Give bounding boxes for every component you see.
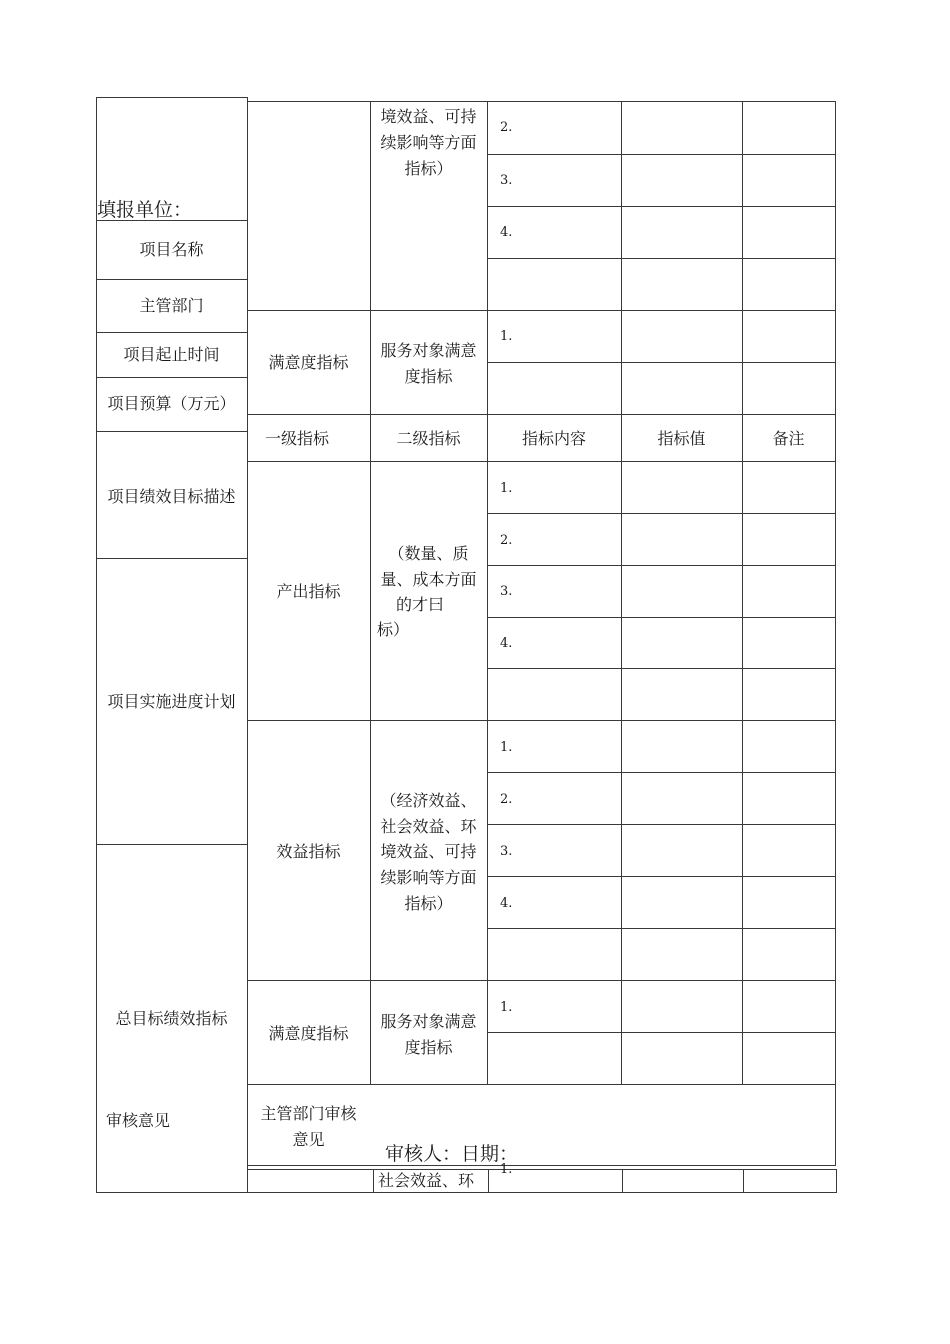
output-row-number: 2. — [500, 533, 513, 548]
output-level1: 产出指标 — [276, 582, 341, 601]
output-level2-4: 标） — [377, 620, 410, 639]
top-satisfaction-level1: 满意度指标 — [268, 353, 349, 372]
top-benefit-text-1: 境效益、可持 — [380, 107, 477, 126]
header-content: 指标内容 — [521, 429, 586, 448]
satisfaction-level2-2: 度指标 — [404, 1038, 453, 1057]
header-remarks: 备注 — [772, 429, 805, 448]
benefit-row-number: 3. — [500, 844, 513, 859]
dept-review-label-2: 意见 — [292, 1130, 325, 1149]
header-value: 指标值 — [657, 429, 706, 448]
top-row-number: 3. — [500, 173, 513, 188]
filler-unit-label: 填报单位： — [97, 199, 193, 221]
project-name-label: 项目名称 — [139, 240, 204, 259]
benefit-level2-5: 指标） — [404, 894, 453, 913]
output-row-number: 3. — [500, 584, 513, 599]
header-level2: 二级指标 — [396, 429, 461, 448]
benefit-level2-1: （经济效益、 — [380, 791, 477, 810]
project-budget-label: 项目预算（万元） — [107, 394, 236, 413]
bottom-row-number: 1. — [500, 1162, 513, 1177]
top-satisfaction-level2-1: 服务对象满意 — [380, 341, 477, 360]
output-row-number: 1. — [500, 481, 513, 496]
benefit-level2-4: 续影响等方面 — [380, 868, 477, 887]
benefit-level2-2: 社会效益、环 — [380, 817, 477, 836]
implementation-schedule-label: 项目实施进度计划 — [107, 692, 236, 711]
output-level2-3: 的才曰 — [395, 595, 444, 614]
benefit-row-number: 2. — [500, 792, 513, 807]
satisfaction-level2-1: 服务对象满意 — [380, 1012, 477, 1031]
header-level1: 一级指标 — [264, 429, 329, 448]
output-level2-2: 量、成本方面 — [380, 570, 477, 589]
reviewer-date-label: 审核人：日期： — [385, 1143, 519, 1165]
satisfaction-row-number: 1. — [500, 1000, 513, 1015]
competent-department-label: 主管部门 — [139, 296, 204, 315]
review-opinion-label: 审核意见 — [106, 1111, 171, 1130]
benefit-row-number: 4. — [500, 896, 513, 911]
performance-goal-label: 项目绩效目标描述 — [107, 487, 236, 506]
top-row-number: 4. — [500, 225, 513, 240]
dept-review-label-1: 主管部门审核 — [260, 1104, 357, 1123]
top-satisfaction-row-number: 1. — [500, 329, 513, 344]
top-row-number: 2. — [500, 120, 513, 135]
top-benefit-text-3: 指标） — [404, 159, 453, 178]
project-period-label: 项目起止时间 — [123, 345, 220, 364]
output-row-number: 4. — [500, 636, 513, 651]
top-satisfaction-level2-2: 度指标 — [404, 367, 453, 386]
output-level2-1: （数量、质 — [388, 544, 469, 563]
benefit-level1: 效益指标 — [276, 842, 341, 861]
top-benefit-text-2: 续影响等方面 — [380, 133, 477, 152]
benefit-row-number: 1. — [500, 740, 513, 755]
bottom-fragment-text: 社会效益、环 — [378, 1171, 475, 1190]
satisfaction-level1: 满意度指标 — [268, 1024, 349, 1043]
benefit-level2-3: 境效益、可持 — [380, 842, 477, 861]
overall-goal-indicators-label: 总目标绩效指标 — [115, 1009, 228, 1028]
